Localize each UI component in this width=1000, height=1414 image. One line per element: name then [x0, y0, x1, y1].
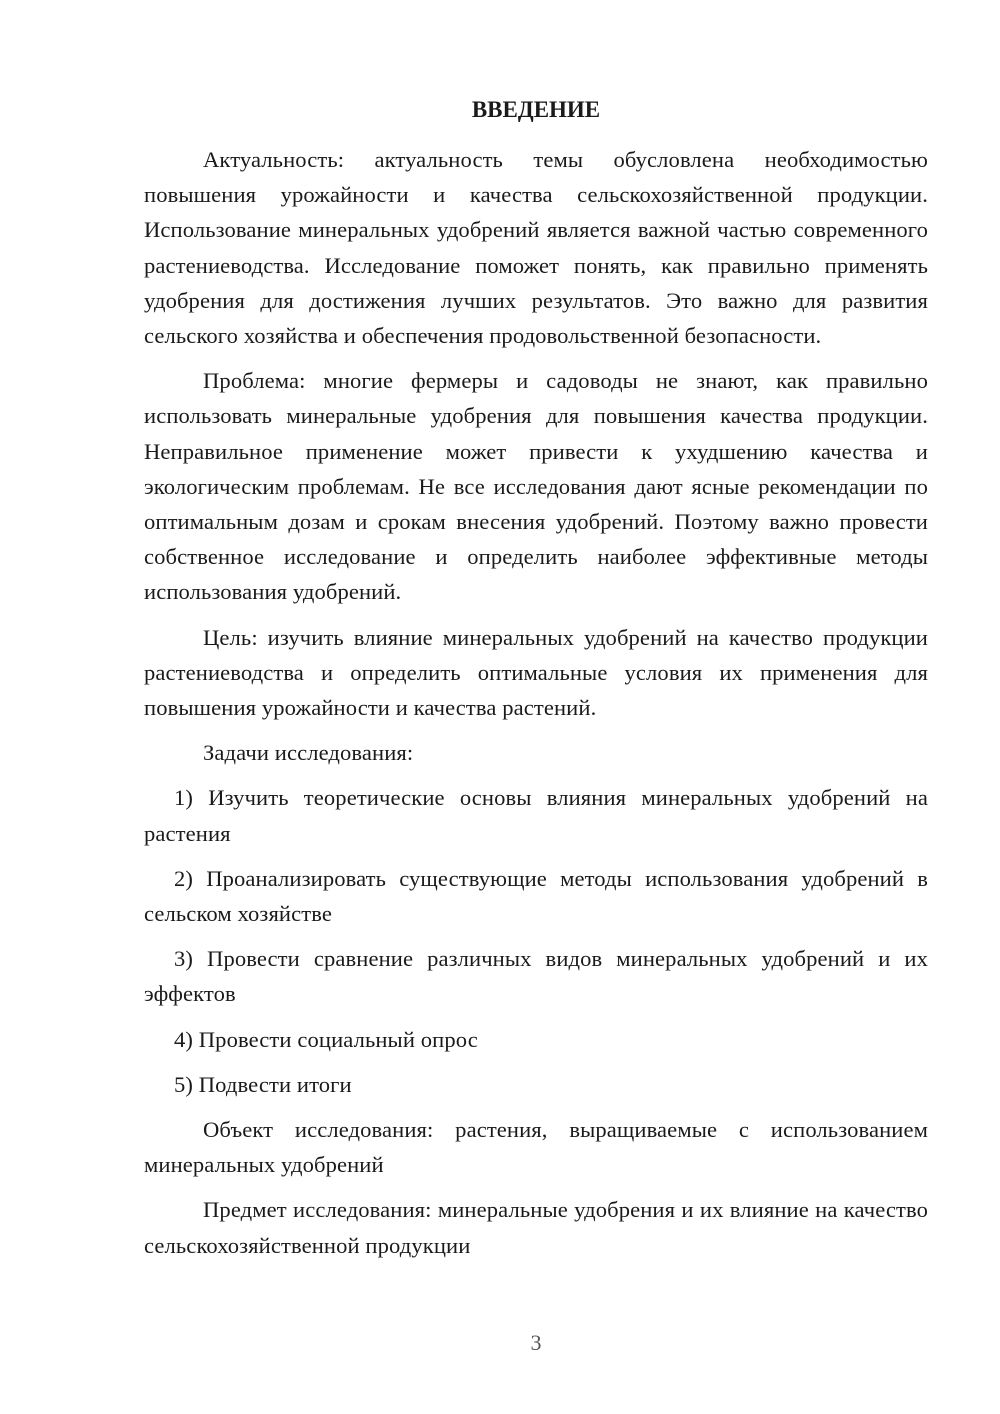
list-item: 2) Проанализировать существующие методы использования удобрений в сельском хозяйстве: [144, 865, 928, 927]
goal-paragraph: Цель: изучить влияние минеральных удобрений на качество продукции растениеводства и определить оптимальные условия их применения для повышения урожайности и качества растений.: [144, 624, 928, 721]
problem-paragraph: Проблема: многие фермеры и садоводы не знают, как правильно использовать минеральные удобрения для повышения качества продукции. Неправильное применение может привести к ухудшению качества и экологическим проблемам. Не все исследования дают ясные рекомендации по оптимальным дозам и срокам внесения удобрений. Поэтому важно провести собственное исследование и определить наиболее эффективные методы использования удобрений.: [144, 368, 928, 605]
document-title: ВВЕДЕНИЕ: [471, 97, 601, 122]
page-number: 3: [530, 1330, 542, 1355]
document-page: [144, 92, 928, 1263]
list-item: 1) Изучить теоретические основы влияния минеральных удобрений на растения: [144, 785, 928, 846]
list-item: 3) Провести сравнение различных видов минеральных удобрений и их эффектов: [144, 946, 928, 1007]
object-paragraph: Объект исследования: растения, выращиваемые с использованием минеральных удобрений: [144, 1117, 928, 1178]
subject-paragraph: Предмет исследования: минеральные удобрения и их влияние на качество сельскохозяйственной продукции: [144, 1197, 928, 1258]
list-item: 4) Провести социальный опрос: [174, 1026, 478, 1052]
relevance-paragraph: Актуальность: актуальность темы обусловлена необходимостью повышения урожайности и качества сельскохозяйственной продукции. Использование минеральных удобрений является важной частью современного растениеводства. Исследование поможет понять, как правильно применять удобрения для достижения лучших результатов. Это важно для развития сельского хозяйства и обеспечения продовольственной безопасности.: [144, 147, 928, 349]
list-item: 5) Подвести итоги: [174, 1071, 352, 1097]
tasks-heading: Задачи исследования:: [203, 740, 414, 766]
